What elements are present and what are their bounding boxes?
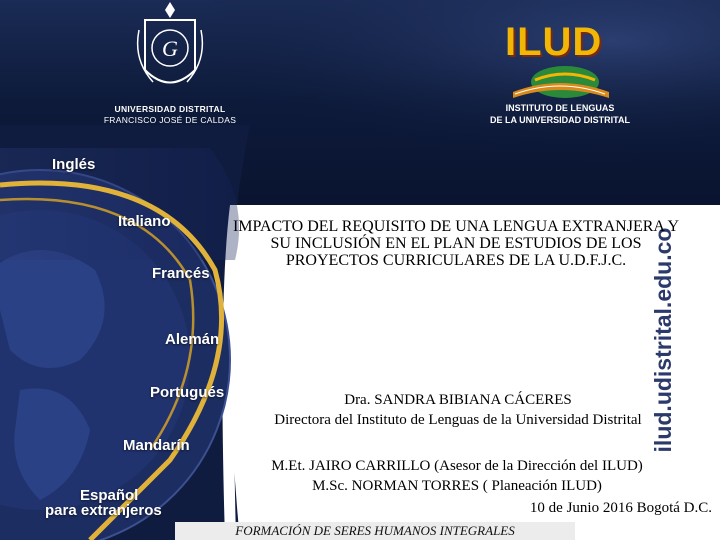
language-mandarin: Mandarín (123, 437, 190, 454)
language-italiano: Italiano (118, 213, 171, 230)
ilud-logo-wordmark: ILUD (505, 20, 603, 64)
language-ingles: Inglés (52, 156, 96, 173)
language-frances: Francés (152, 265, 210, 282)
institute-name-line1: INSTITUTO DE LENGUAS (505, 103, 615, 113)
author-2-block (226, 456, 688, 496)
language-aleman: Alemán (165, 331, 220, 348)
ilud-book-globe-icon (505, 60, 615, 100)
author-1-role: Directora del Instituto de Lenguas de la Universidad Distrital (274, 412, 642, 428)
language-espanol-line2: para extranjeros (45, 502, 162, 519)
author-2-line2: M.Sc. NORMAN TORRES ( Planeación ILUD) (312, 478, 602, 494)
presentation-date: 10 de Junio 2016 Bogotá D.C. (529, 500, 712, 516)
author-2-line1: M.Et. JAIRO CARRILLO (Asesor de la Dirección del ILUD) (271, 458, 643, 474)
language-espanol-line1: Español (80, 487, 139, 504)
institute-name-line2: DE LA UNIVERSIDAD DISTRITAL (489, 115, 630, 125)
university-name-line1: UNIVERSIDAD DISTRITAL (114, 104, 226, 114)
language-espanol (45, 487, 162, 519)
institute-name (462, 102, 658, 126)
language-portugues: Portugués (150, 384, 225, 401)
university-name-line2: FRANCISCO JOSÉ DE CALDAS (103, 115, 237, 125)
footer-slogan: FORMACIÓN DE SERES HUMANOS INTEGRALES (175, 522, 575, 540)
author-1-name: Dra. SANDRA BIBIANA CÁCERES (344, 392, 572, 408)
side-url: ilud.udistrital.edu.co (650, 227, 676, 453)
university-seal-logo (135, 0, 205, 100)
author-1-block (228, 390, 688, 430)
presentation-title: IMPACTO DEL REQUISITO DE UNA LENGUA EXTRANJERA Y SU INCLUSIÓN EN EL PLAN DE ESTUDIOS DE LOS PROYECTOS CURRICULARES DE LA U.D.F.J.C. (232, 218, 680, 269)
university-name (95, 104, 245, 126)
svg-text:G: G (162, 36, 178, 61)
